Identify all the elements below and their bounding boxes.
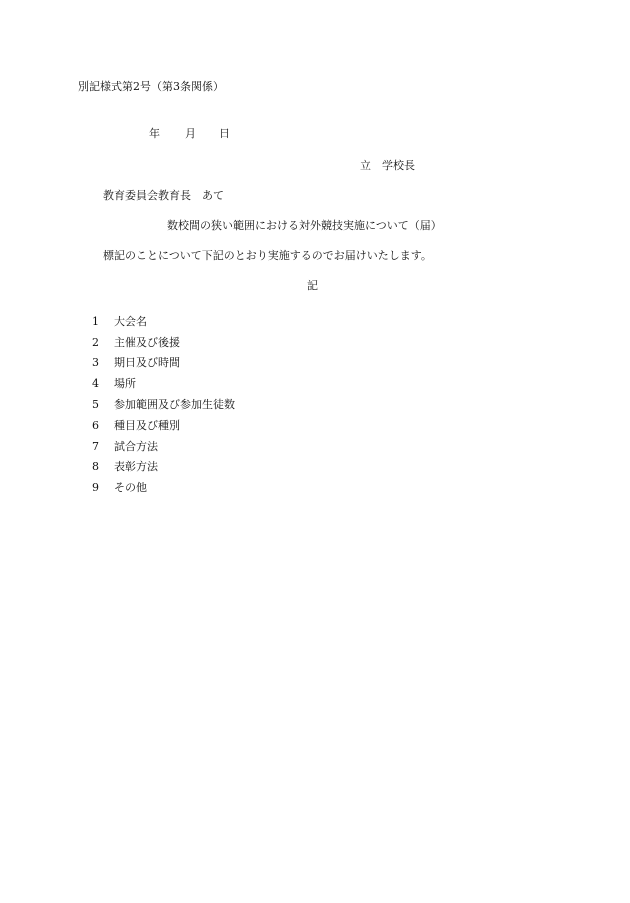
item-number: 5 <box>92 398 99 412</box>
item-number: 7 <box>92 439 99 453</box>
sender-principal: 立 学校長 <box>360 159 415 172</box>
item-label: その他 <box>114 481 147 495</box>
item-label: 参加範囲及び参加生徒数 <box>114 398 235 412</box>
item-number: 8 <box>92 460 99 474</box>
date-year-label: 年 <box>149 127 160 140</box>
item-label: 主催及び後援 <box>114 335 180 349</box>
list-item <box>92 353 235 374</box>
item-number: 2 <box>92 335 99 349</box>
list-item <box>92 457 235 478</box>
item-number: 9 <box>92 481 99 495</box>
addressee: 教育委員会教育長 あて <box>103 189 224 202</box>
document-title: 数校間の狭い範囲における対外競技実施について（届） <box>167 219 442 232</box>
item-label: 期日及び時間 <box>114 356 180 370</box>
list-item <box>92 436 235 457</box>
item-number: 3 <box>92 356 99 370</box>
item-label: 表彰方法 <box>114 460 158 474</box>
list-item <box>92 332 235 353</box>
item-label: 試合方法 <box>114 439 158 453</box>
list-item <box>92 477 235 498</box>
date-month-label: 月 <box>185 127 196 140</box>
ki-heading: 記 <box>307 279 318 292</box>
item-list <box>92 311 235 498</box>
form-label: 別記様式第2号（第3条関係） <box>78 80 224 93</box>
item-number: 1 <box>92 314 99 328</box>
item-label: 場所 <box>114 377 136 391</box>
list-item <box>92 311 235 332</box>
item-number: 6 <box>92 418 99 432</box>
item-number: 4 <box>92 377 99 391</box>
body-text: 標記のことについて下記のとおり実施するのでお届けいたします。 <box>103 249 432 262</box>
item-label: 大会名 <box>114 314 147 328</box>
list-item <box>92 394 235 415</box>
date-day-label: 日 <box>219 127 230 140</box>
list-item <box>92 373 235 394</box>
list-item <box>92 415 235 436</box>
item-label: 種目及び種別 <box>114 418 180 432</box>
